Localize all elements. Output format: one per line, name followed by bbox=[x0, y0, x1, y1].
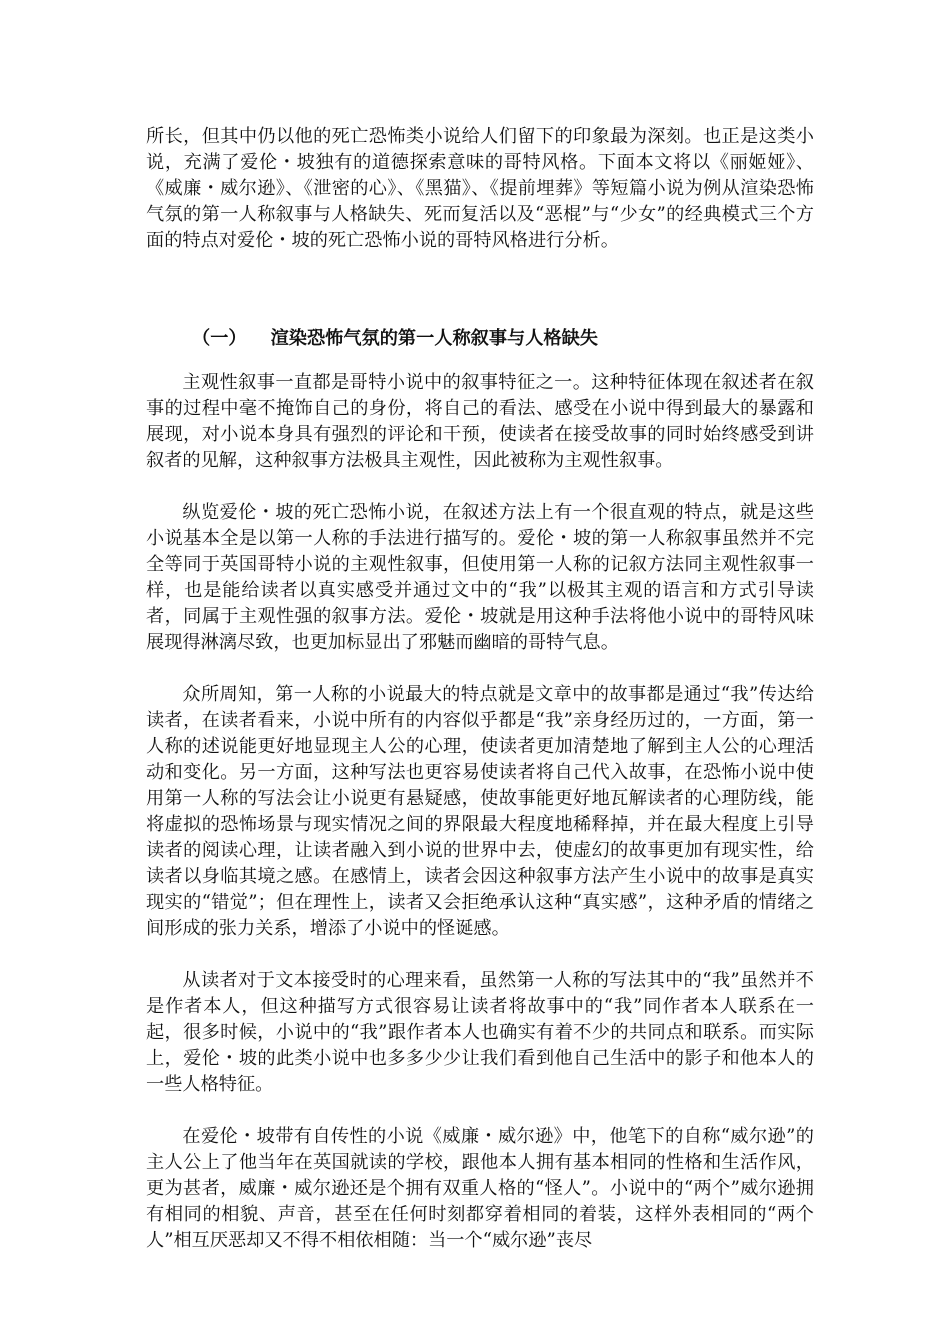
intro-paragraph: 所长，但其中仍以他的死亡恐怖类小说给人们留下的印象最为深刻。也正是这类小说，充满了爱伦・坡独有的道德探索意味的哥特风格。下面本文将以《丽姬娅》、《威廉・威尔逊》、《泄密的心》、《黑猫》、《提前埋葬》等短篇小说为例从渲染恐怖气氛的第一人称叙事与人格缺失、死而复活以及“恶棍”与“少女”的经典模式三个方面的特点对爱伦・坡的死亡恐怖小说的哥特风格进行分析。 bbox=[146, 126, 814, 251]
document-body bbox=[146, 124, 814, 1280]
section-title: 渲染恐怖气氛的第一人称叙事与人格缺失 bbox=[270, 328, 598, 349]
body-paragraph: 众所周知，第一人称的小说最大的特点就是文章中的故事都是通过“我”传达给读者，在读者看来，小说中所有的内容似乎都是“我”亲身经历过的，一方面，第一人称的述说能更好地显现主人公的心理，使读者更加清楚地了解到主人公的心理活动和变化。另一方面，这种写法也更容易使读者将自己代入故事，在恐怖小说中使用第一人称的写法会让小说更有悬疑感，使故事能更好地瓦解读者的心理防线，能将虚拟的恐怖场景与现实情况之间的界限最大程度地稀释掉，并在最大程度上引导读者的阅读心理，让读者融入到小说的世界中去，使虚幻的故事更加有现实性，给读者以身临其境之感。在感情上，读者会因这种叙事方法产生小说中的故事是真实现实的“错觉”；但在理性上，读者又会拒绝承认这种“真实感”，这种矛盾的情绪之间形成的张力关系，增添了小说中的怪诞感。 bbox=[146, 684, 814, 939]
body-paragraph: 主观性叙事一直都是哥特小说中的叙事特征之一。这种特征体现在叙述者在叙事的过程中毫不掩饰自己的身份，将自己的看法、感受在小说中得到最大的暴露和展现，对小说本身具有强烈的评论和干预，使读者在接受故事的同时始终感受到讲叙者的见解，这种叙事方法极具主观性，因此被称为主观性叙事。 bbox=[146, 372, 814, 471]
section-heading bbox=[146, 326, 814, 352]
body-paragraph: 在爱伦・坡带有自传性的小说《威廉・威尔逊》中，他笔下的自称“威尔逊”的主人公上了他当年在英国就读的学校，跟他本人拥有基本相同的性格和生活作风，更为甚者，威廉・威尔逊还是个拥有双重人格的“怪人”。小说中的“两个”威尔逊拥有相同的相貌、声音，甚至在任何时刻都穿着相同的着装，这样外表相同的“两个人”相互厌恶却又不得不相依相随：当一个“威尔逊”丧尽 bbox=[146, 1126, 814, 1251]
body-paragraph: 纵览爱伦・坡的死亡恐怖小说，在叙述方法上有一个很直观的特点，就是这些小说基本全是以第一人称的手法进行描写的。爱伦・坡的第一人称叙事虽然并不完全等同于英国哥特小说的主观性叙事，但使用第一人称的记叙方法同主观性叙事一样，也是能给读者以真实感受并通过文中的“我”以极其主观的语言和方式引导读者，同属于主观性强的叙事方法。爱伦・坡就是用这种手法将他小说中的哥特风味展现得淋漓尽致，也更加标显出了邪魅而幽暗的哥特气息。 bbox=[146, 502, 814, 653]
body-paragraph: 从读者对于文本接受时的心理来看，虽然第一人称的写法其中的“我”虽然并不是作者本人，但这种描写方式很容易让读者将故事中的“我”同作者本人联系在一起，很多时候，小说中的“我”跟作者本人也确实有着不少的共同点和联系。而实际上，爱伦・坡的此类小说中也多多少少让我们看到他自己生活中的影子和他本人的一些人格特征。 bbox=[146, 970, 814, 1095]
section-number: （一） bbox=[192, 328, 247, 349]
